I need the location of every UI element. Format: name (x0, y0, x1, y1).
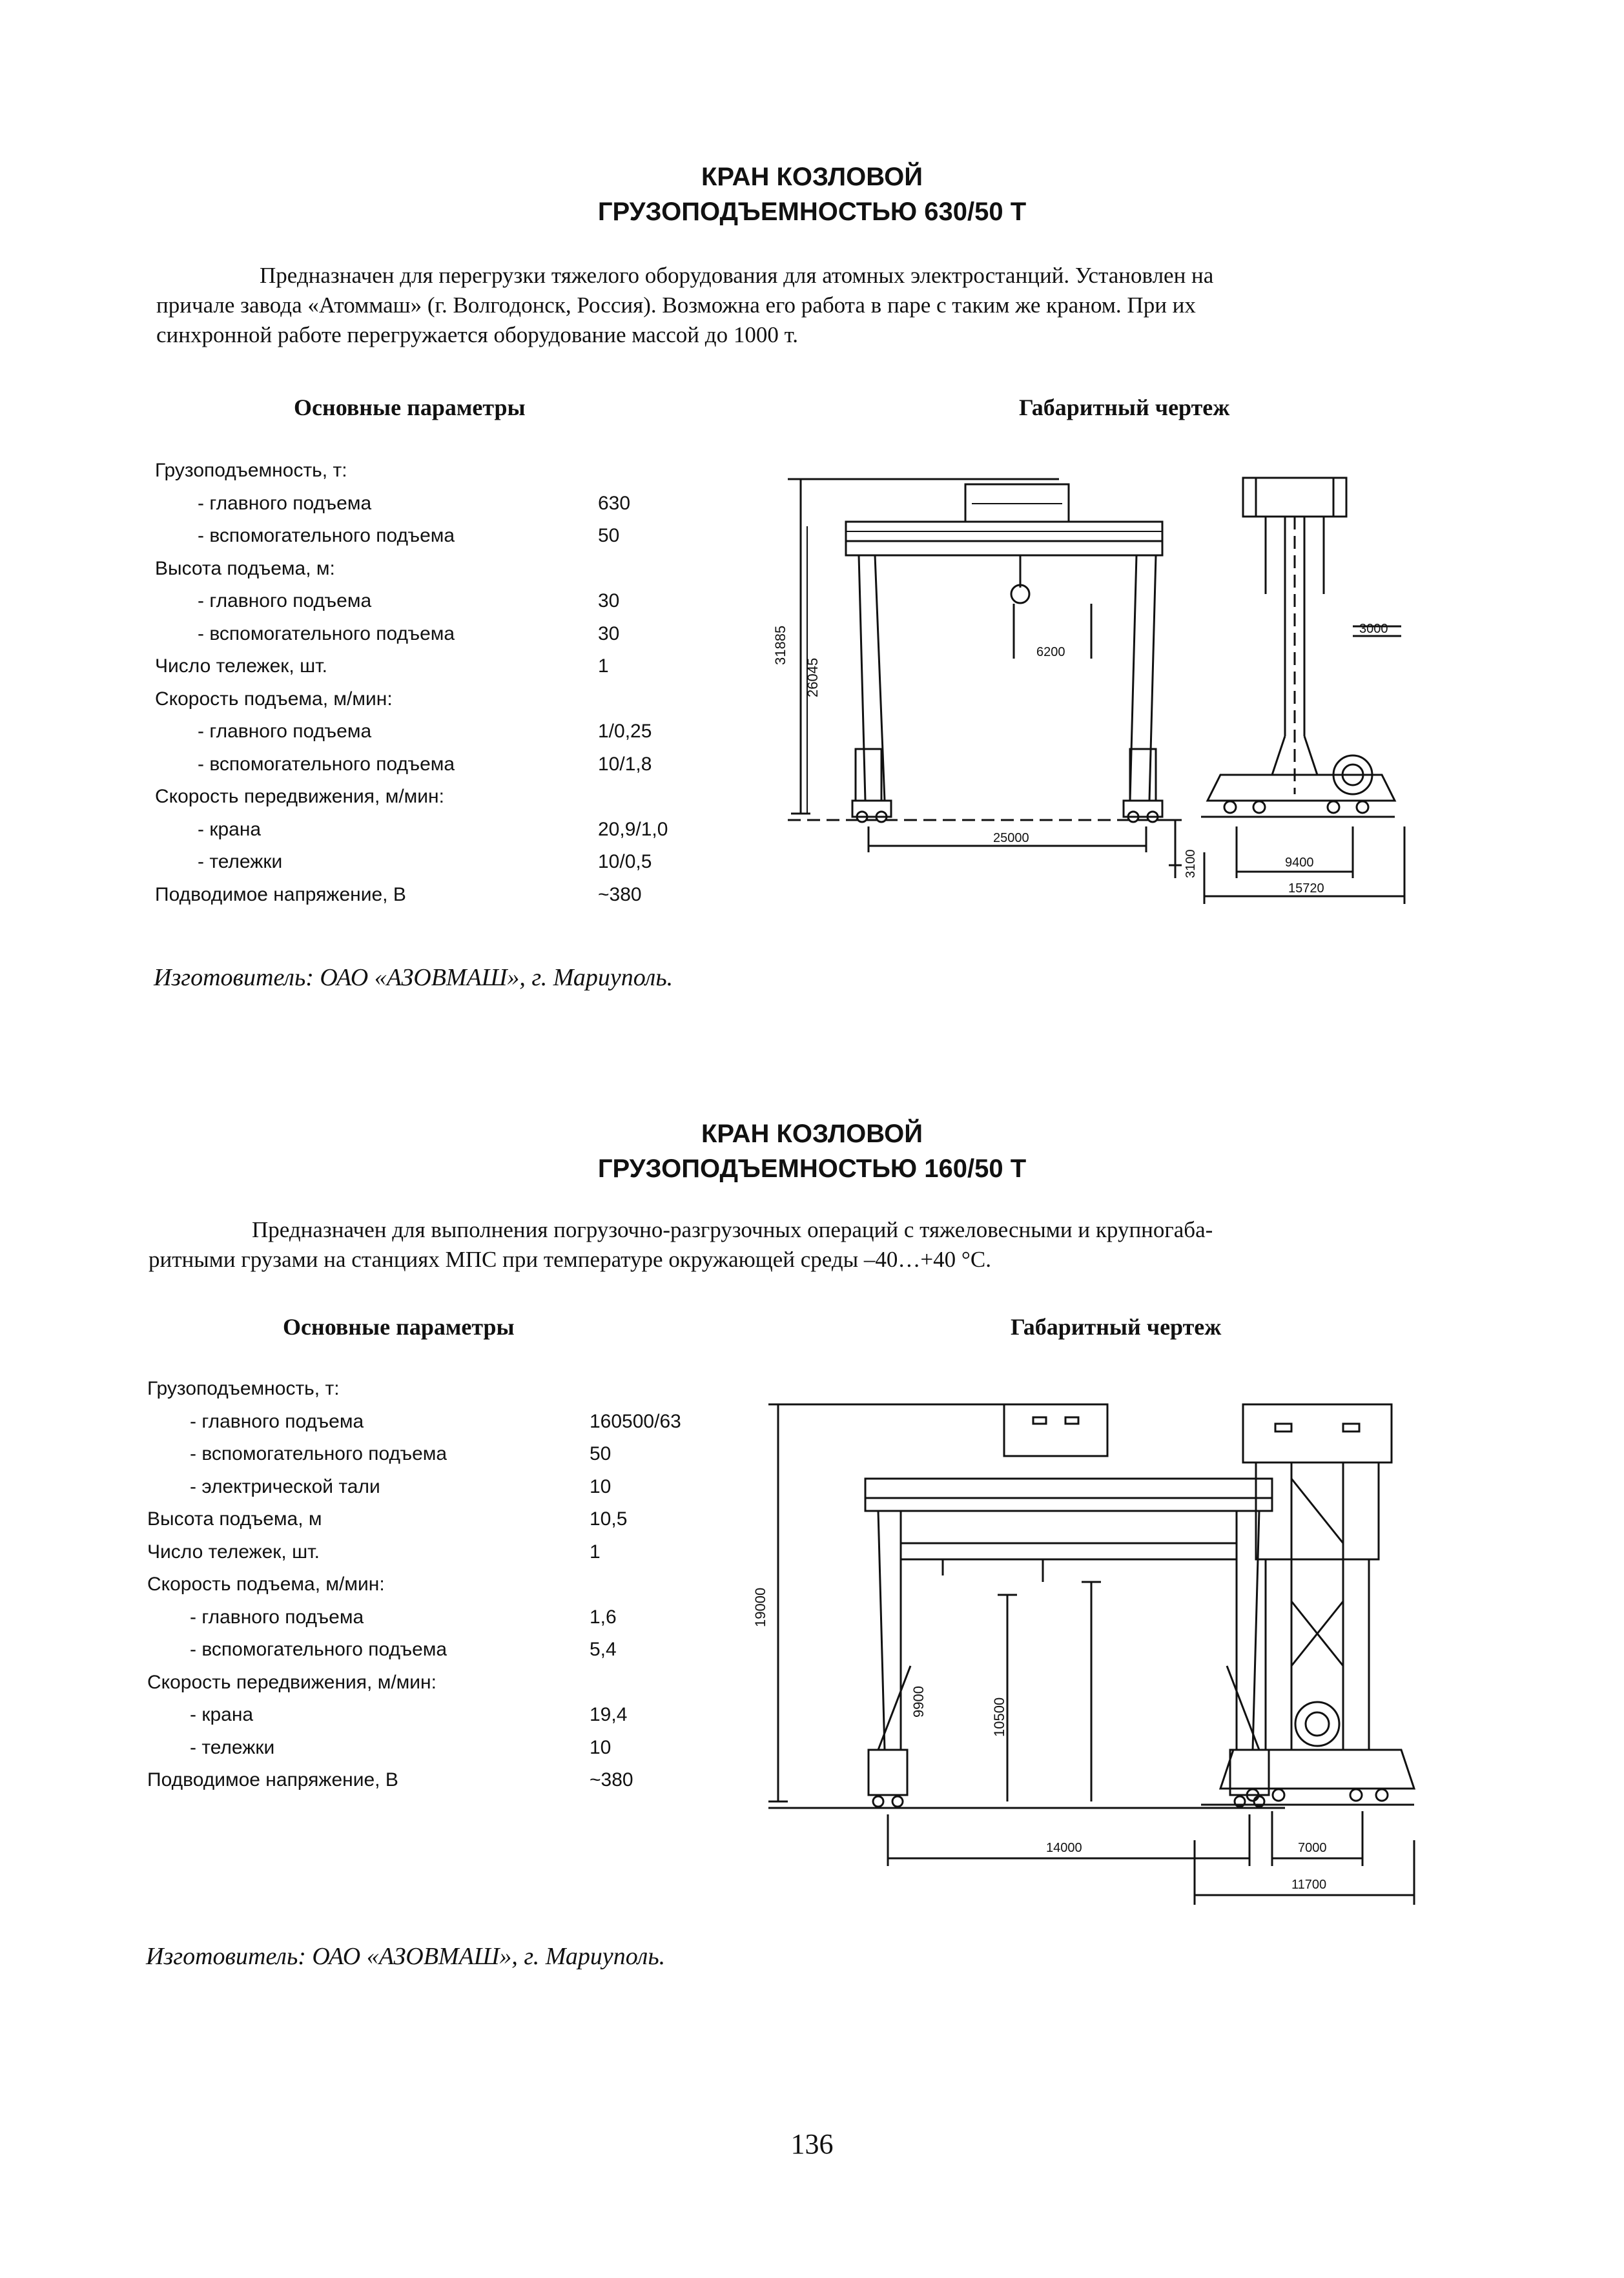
crane2-dim-span: 14000 (1046, 1841, 1082, 1855)
crane2-dimension-drawing (730, 1388, 1479, 1918)
param-row (155, 455, 710, 487)
param-label: Высота подъема, м (147, 1508, 322, 1530)
param-value: ~380 (598, 883, 642, 905)
crane1-title-line2: ГРУЗОПОДЪЕМНОСТЬЮ 630/50 Т (597, 198, 1027, 226)
crane1-dim-side-top: 3000 (1359, 622, 1388, 636)
param-row (147, 1503, 703, 1536)
crane1-desc-line-1: Предназначен для перегрузки тяжелого оборудования для атомных электростанций. Установлен на (260, 263, 1214, 288)
param-value: 1 (590, 1541, 601, 1563)
param-label: Грузоподъемность, т: (155, 460, 347, 481)
crane1-desc-line-2: причале завода «Атоммаш» (г. Волгодонск, Россия). Возможна его работа в паре с таким же краном. При их (156, 292, 1196, 318)
page-number: 136 (790, 2128, 834, 2160)
param-row (147, 1373, 703, 1406)
param-row (147, 1732, 703, 1765)
crane1-front-view (772, 479, 1175, 852)
param-label: - тележки (198, 851, 283, 872)
param-label: Скорость подъема, м/мин: (147, 1574, 385, 1595)
crane1-params-list (155, 455, 710, 911)
param-row (147, 1601, 703, 1634)
param-label: - главного подъема (190, 1606, 364, 1628)
param-label: - тележки (190, 1736, 275, 1758)
crane2-dim-h-total: 19000 (752, 1587, 768, 1627)
param-label: - вспомогательного подъема (198, 622, 455, 644)
crane2-description (149, 1215, 1459, 1275)
crane2-dim-side-inner: 7000 (1298, 1841, 1327, 1855)
param-label: - вспомогательного подъема (190, 1443, 447, 1464)
param-label: - вспомогательного подъема (190, 1639, 447, 1660)
param-row (155, 650, 710, 683)
param-value: 10 (590, 1475, 612, 1497)
param-row (155, 487, 710, 520)
crane1-dim-span: 25000 (993, 831, 1029, 845)
crane2-front-view (752, 1404, 1285, 1866)
param-label: - крана (198, 818, 262, 840)
param-value: 10 (590, 1736, 612, 1758)
crane1-dim-side-total: 15720 (1288, 881, 1324, 896)
crane2-drawing-heading: Габаритный чертеж (1011, 1314, 1222, 1340)
param-value: 10/1,8 (598, 753, 652, 775)
param-label: - электрической тали (190, 1475, 380, 1497)
param-row (147, 1438, 703, 1471)
param-label: Скорость подъема, м/мин: (155, 688, 393, 710)
param-label: Скорость передвижения, м/мин: (147, 1671, 437, 1693)
param-value: 10,5 (590, 1508, 628, 1530)
param-value: 50 (598, 525, 620, 546)
param-row (155, 814, 710, 847)
param-label: Подводимое напряжение, В (147, 1769, 398, 1791)
param-row (155, 520, 710, 553)
param-row (155, 781, 710, 814)
param-row (147, 1634, 703, 1667)
crane2-desc-line-2: ритными грузами на станциях МПС при температуре окружающей среды –40…+40 °С. (149, 1247, 991, 1272)
crane1-desc-line-3: синхронной работе перегружается оборудование массой до 1000 т. (156, 322, 798, 347)
param-row (155, 585, 710, 618)
param-value: 10/0,5 (598, 851, 652, 872)
param-row (155, 683, 710, 716)
crane2-maker: Изготовитель: ОАО «АЗОВМАШ», г. Мариуполь. (146, 1943, 666, 1970)
param-value: ~380 (590, 1769, 633, 1791)
param-label: - вспомогательного подъема (198, 753, 455, 775)
param-row (155, 553, 710, 586)
param-row (155, 879, 710, 912)
param-label: Скорость передвижения, м/мин: (155, 786, 444, 807)
param-row (155, 846, 710, 879)
param-label: - главного подъема (190, 1410, 364, 1432)
param-value: 30 (598, 622, 620, 644)
crane1-side-view (1169, 478, 1404, 904)
crane1-dim-h1: 31885 (772, 625, 788, 665)
crane1-description (156, 261, 1467, 350)
param-row (155, 748, 710, 781)
param-label: Число тележек, шт. (155, 655, 327, 677)
crane2-dim-h2: 10500 (991, 1697, 1007, 1737)
param-row (147, 1471, 703, 1504)
param-value: 1/0,25 (598, 721, 652, 742)
crane1-dim-base-h: 3100 (1184, 849, 1198, 878)
crane2-dim-side-total: 11700 (1291, 1878, 1327, 1892)
param-value: 30 (598, 590, 620, 611)
param-row (147, 1699, 703, 1732)
param-label: - главного подъема (198, 492, 372, 514)
crane2-params-heading: Основные параметры (283, 1314, 515, 1340)
param-value: 1,6 (590, 1606, 617, 1628)
crane1-dimension-drawing (749, 465, 1472, 930)
param-label: - главного подъема (198, 590, 372, 611)
param-row (147, 1764, 703, 1797)
crane2-title-line1: КРАН КОЗЛОВОЙ (701, 1120, 923, 1148)
param-value: 160500/63 (590, 1410, 681, 1432)
crane2-params-list (147, 1373, 703, 1797)
crane1-dim-h2: 26045 (805, 657, 821, 697)
crane2-dim-h1: 9900 (910, 1686, 927, 1718)
param-value: 20,9/1,0 (598, 818, 668, 840)
param-row (147, 1667, 703, 1699)
param-label: Подводимое напряжение, В (155, 883, 406, 905)
param-row (147, 1536, 703, 1569)
param-label: - крана (190, 1704, 254, 1725)
param-row (147, 1568, 703, 1601)
crane2-desc-line-1: Предназначен для выполнения погрузочно-разгрузочных операций с тяжеловесными и крупногаба- (252, 1217, 1213, 1242)
crane2-title-line2: ГРУЗОПОДЪЕМНОСТЬЮ 160/50 Т (597, 1154, 1027, 1183)
param-row (155, 715, 710, 748)
crane1-maker: Изготовитель: ОАО «АЗОВМАШ», г. Мариуполь. (154, 964, 673, 991)
param-value: 1 (598, 655, 609, 677)
param-label: Число тележек, шт. (147, 1541, 320, 1563)
crane1-drawing-heading: Габаритный чертеж (1019, 395, 1230, 420)
param-value: 5,4 (590, 1639, 617, 1660)
param-label: - главного подъема (198, 721, 372, 742)
param-row (147, 1406, 703, 1439)
crane1-params-heading: Основные параметры (294, 395, 526, 420)
crane1-title-line1: КРАН КОЗЛОВОЙ (701, 163, 923, 191)
param-label: - вспомогательного подъема (198, 525, 455, 546)
crane1-dim-w-inner: 6200 (1036, 645, 1065, 659)
param-label: Высота подъема, м: (155, 557, 335, 579)
crane1-dim-side-inner: 9400 (1285, 856, 1314, 870)
param-value: 50 (590, 1443, 612, 1464)
param-value: 19,4 (590, 1704, 628, 1725)
param-row (155, 618, 710, 651)
param-value: 630 (598, 492, 631, 514)
param-label: Грузоподъемность, т: (147, 1378, 340, 1399)
